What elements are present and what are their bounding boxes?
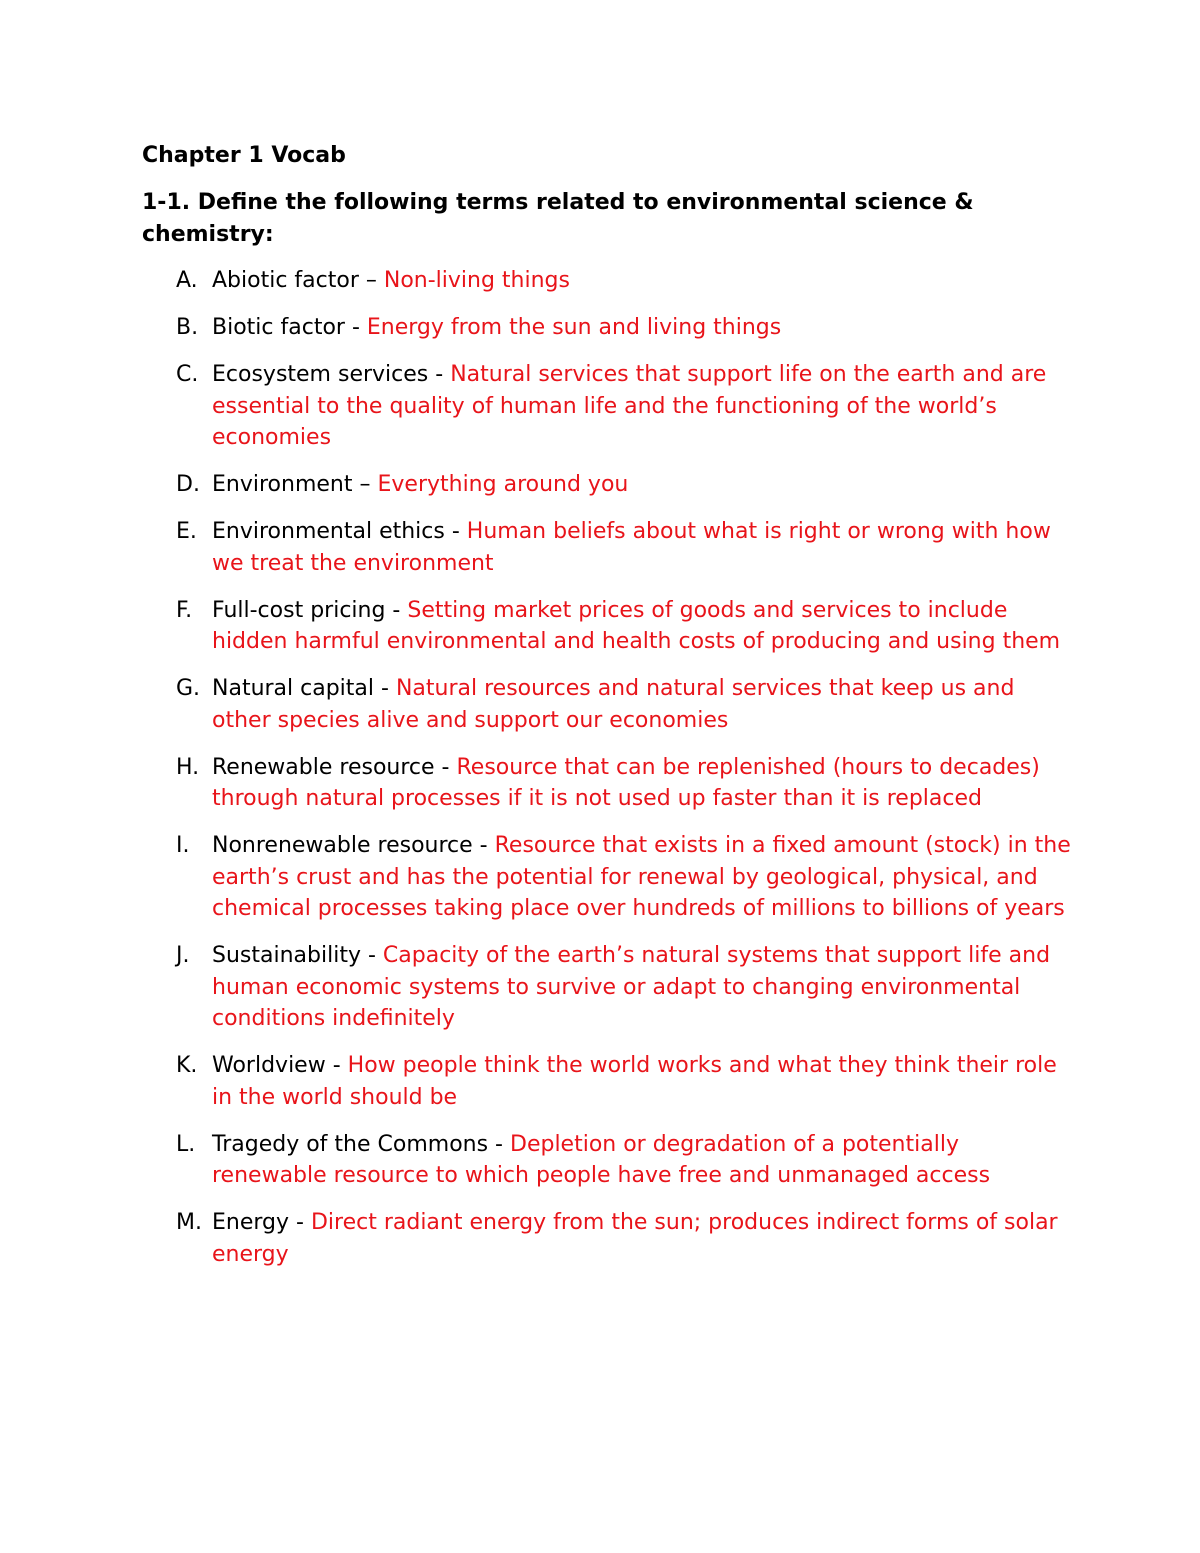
vocab-item xyxy=(142,1050,1072,1113)
item-definition: Energy from the sun and living things xyxy=(366,315,782,340)
item-definition: Non-living things xyxy=(383,268,570,293)
item-separator: - xyxy=(289,1210,311,1235)
item-term: Environment xyxy=(212,472,353,497)
item-term: Nonrenewable resource xyxy=(212,833,473,858)
item-term: Abiotic factor xyxy=(212,268,359,293)
item-definition: Natural resources and natural services that keep us and other species alive and support our economies xyxy=(212,676,1015,733)
item-term: Worldview xyxy=(212,1053,326,1078)
item-letter: A. xyxy=(176,268,198,293)
item-term: Biotic factor xyxy=(212,315,345,340)
item-separator: - xyxy=(444,519,467,544)
item-letter: D. xyxy=(176,472,200,497)
item-letter: K. xyxy=(176,1053,198,1078)
item-term: Environmental ethics xyxy=(212,519,445,544)
item-separator: - xyxy=(385,597,408,623)
item-term: Full-cost pricing xyxy=(212,597,386,623)
item-separator: - xyxy=(374,676,396,701)
item-letter: G. xyxy=(176,676,201,701)
item-separator: - xyxy=(434,754,457,780)
item-definition: Resource that can be replenished (hours to decades) through natural processes if it is not used up faster than it is replaced xyxy=(212,754,1040,811)
vocab-item xyxy=(142,1207,1072,1270)
item-definition: Depletion or degradation of a potentially renewable resource to which people have free and unmanaged access xyxy=(212,1131,991,1188)
item-letter: I. xyxy=(176,833,190,858)
item-separator: - xyxy=(325,1053,348,1078)
item-definition: Everything around you xyxy=(377,472,629,497)
item-definition: Resource that exists in a fixed amount (stock) in the earth’s crust and has the potential for renewal by geological, physical, and chemical processes taking place over hundreds of millions to billions of years xyxy=(212,833,1071,921)
vocab-item xyxy=(142,673,1072,736)
item-definition: How people think the world works and what they think their role in the world should be xyxy=(212,1053,1057,1110)
item-definition: Capacity of the earth’s natural systems that support life and human economic systems to survive or adapt to changing environmental conditions indefinitely xyxy=(212,943,1051,1031)
vocab-item xyxy=(142,359,1072,454)
vocab-item xyxy=(142,830,1072,925)
vocab-item xyxy=(142,516,1072,579)
item-letter: M. xyxy=(176,1210,202,1235)
item-letter: L. xyxy=(176,1131,196,1157)
item-letter: C. xyxy=(176,362,199,387)
item-letter: J. xyxy=(176,943,190,968)
item-separator: - xyxy=(488,1131,510,1157)
item-term: Ecosystem services xyxy=(212,362,429,387)
item-term: Sustainability xyxy=(212,943,361,968)
item-definition: Human beliefs about what is right or wrong with how we treat the environment xyxy=(212,519,1051,576)
item-separator: - xyxy=(428,362,451,387)
vocab-item xyxy=(142,312,1072,344)
item-definition: Setting market prices of goods and services to include hidden harmful environmental and health costs of producing and using them xyxy=(212,597,1061,654)
vocab-item xyxy=(142,752,1072,815)
item-term: Renewable resource xyxy=(212,754,435,780)
item-letter: E. xyxy=(176,519,197,544)
item-separator: - xyxy=(472,833,495,858)
vocab-item xyxy=(142,265,1072,297)
item-term: Natural capital xyxy=(212,676,375,701)
vocab-item xyxy=(142,595,1072,658)
vocab-list xyxy=(142,265,1072,1286)
item-definition: Natural services that support life on the earth and are essential to the quality of human life and the functioning of the world’s economies xyxy=(212,362,1047,450)
document-title: Chapter 1 Vocab xyxy=(142,143,346,168)
item-term: Tragedy of the Commons xyxy=(212,1131,489,1157)
item-letter: F. xyxy=(176,597,193,623)
item-letter: H. xyxy=(176,754,200,780)
item-separator: - xyxy=(344,315,367,340)
vocab-item xyxy=(142,940,1072,1035)
vocab-item xyxy=(142,469,1072,501)
vocab-item xyxy=(142,1129,1072,1192)
item-letter: B. xyxy=(176,315,199,340)
item-definition: Direct radiant energy from the sun; produces indirect forms of solar energy xyxy=(212,1210,1058,1267)
question-prompt: 1-1. Define the following terms related to environmental science & chemistry: xyxy=(142,190,974,247)
item-separator: – xyxy=(358,268,384,293)
item-term: Energy xyxy=(212,1210,290,1235)
item-separator: – xyxy=(352,472,378,497)
item-separator: - xyxy=(360,943,383,968)
